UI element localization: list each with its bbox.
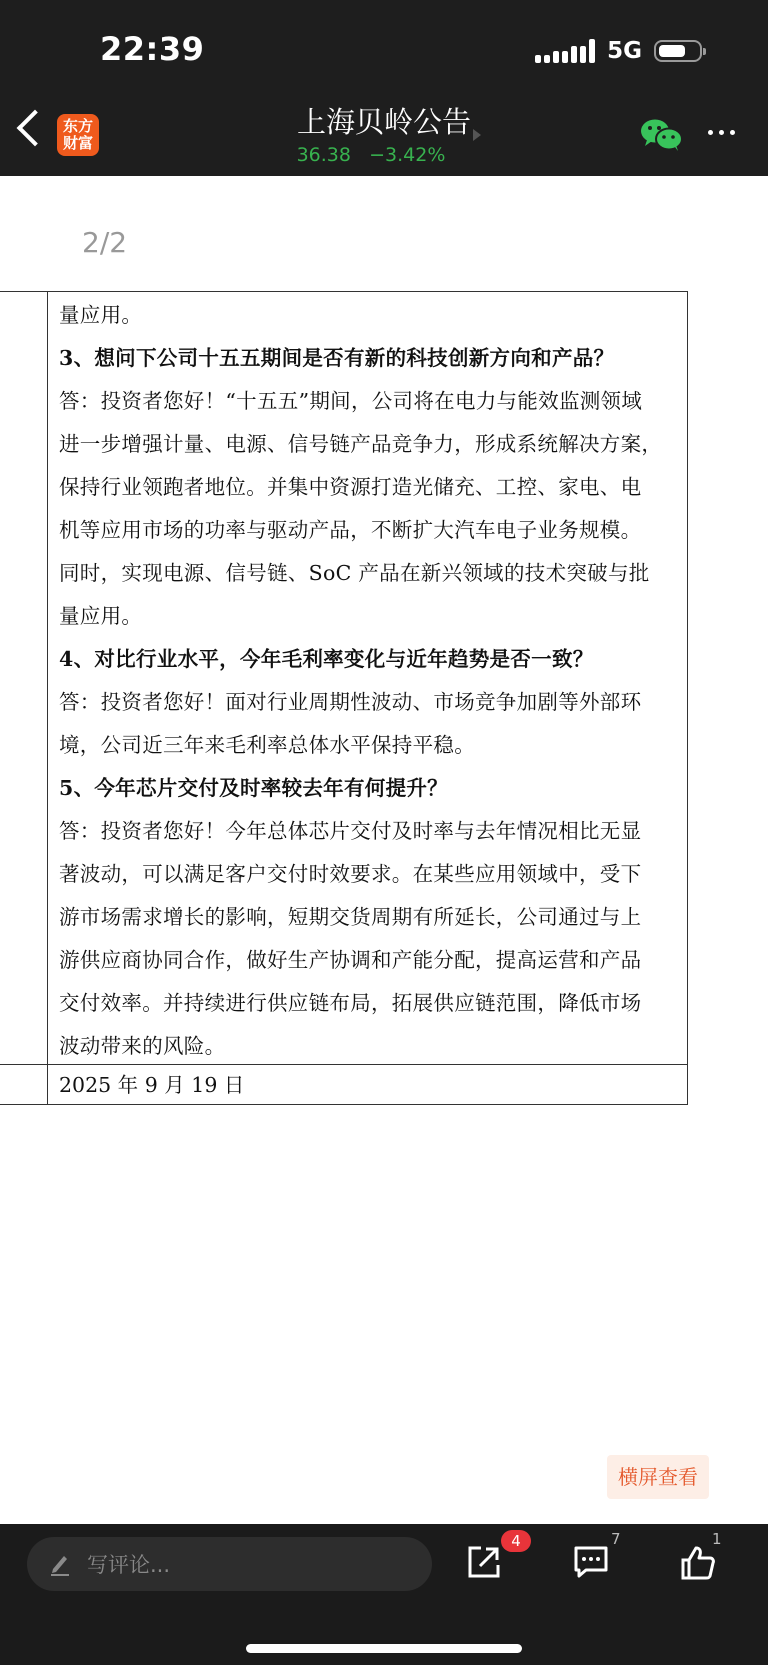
comment-placeholder: 写评论...	[87, 1553, 171, 1577]
text-line: 游供应商协同合作，做好生产协调和产能分配，提高运营和产品	[59, 948, 642, 972]
text-line: 波动带来的风险。	[59, 1034, 226, 1058]
question-line: 5、今年芯片交付及时率较去年有何提升？	[59, 776, 448, 800]
text-line: 答：投资者您好！“十五五”期间，公司将在电力与能效监测领域	[59, 389, 643, 413]
more-icon[interactable]	[708, 130, 735, 135]
status-indicators	[535, 38, 702, 64]
stock-change: −3.42%	[369, 144, 446, 166]
text-line: 著波动，可以满足客户交付时效要求。在某些应用领域中，受下	[59, 862, 642, 886]
text-line: 量应用。	[59, 604, 143, 628]
text-line: 保持行业领跑者地位。并集中资源打造光储充、工控、家电、电	[59, 475, 642, 499]
document-body	[59, 294, 679, 1068]
stock-quote[interactable]	[0, 144, 742, 166]
share-badge: 4	[501, 1530, 531, 1552]
quote-arrow-icon	[473, 129, 481, 141]
status-time: 22:39	[100, 30, 205, 68]
share-icon[interactable]	[466, 1544, 502, 1580]
table-divider	[47, 292, 48, 1104]
bottom-bar	[0, 1524, 768, 1665]
comment-input[interactable]	[27, 1537, 432, 1591]
text-line: 答：投资者您好！面对行业周期性波动、市场竞争加剧等外部环	[59, 690, 642, 714]
text-line: 同时，实现电源、信号链、SoC 产品在新兴领域的技术突破与批	[59, 561, 650, 585]
document-date: 2025 年 9 月 19 日	[59, 1073, 245, 1097]
network-type: 5G	[607, 38, 642, 64]
like-icon[interactable]	[679, 1544, 717, 1582]
text-line: 交付效率。并持续进行供应链布局，拓展供应链范围，降低市场	[59, 991, 642, 1015]
stock-price: 36.38	[296, 144, 351, 166]
home-indicator[interactable]	[246, 1644, 522, 1653]
comment-icon[interactable]	[572, 1544, 610, 1580]
text-line: 进一步增强计量、电源、信号链产品竞争力，形成系统解决方案，	[59, 432, 663, 456]
question-line: 4、对比行业水平，今年毛利率变化与近年趋势是否一致？	[59, 647, 594, 671]
text-line: 机等应用市场的功率与驱动产品，不断扩大汽车电子业务规模。	[59, 518, 642, 542]
page-title: 上海贝岭公告	[296, 105, 471, 139]
like-count: 1	[712, 1530, 722, 1548]
text-line: 量应用。	[59, 303, 143, 327]
page-indicator: 2/2	[82, 226, 128, 259]
logo-line2: 财富	[62, 134, 93, 152]
signal-icon	[535, 39, 595, 63]
wechat-icon[interactable]	[640, 118, 684, 152]
text-line: 答：投资者您好！今年总体芯片交付及时率与去年情况相比无显	[59, 819, 642, 843]
pencil-icon	[49, 1552, 71, 1576]
document-table	[0, 291, 688, 1105]
landscape-view-button[interactable]: 横屏查看	[607, 1455, 709, 1499]
logo-line1: 东方	[62, 117, 93, 135]
text-line: 游市场需求增长的影响，短期交货周期有所延长，公司通过与上	[59, 905, 642, 929]
battery-icon	[654, 40, 702, 62]
comment-count: 7	[611, 1530, 621, 1548]
question-line: 3、想问下公司十五五期间是否有新的科技创新方向和产品？	[59, 346, 615, 370]
top-bar	[0, 0, 768, 176]
text-line: 境，公司近三年来毛利率总体水平保持平稳。	[59, 733, 475, 757]
